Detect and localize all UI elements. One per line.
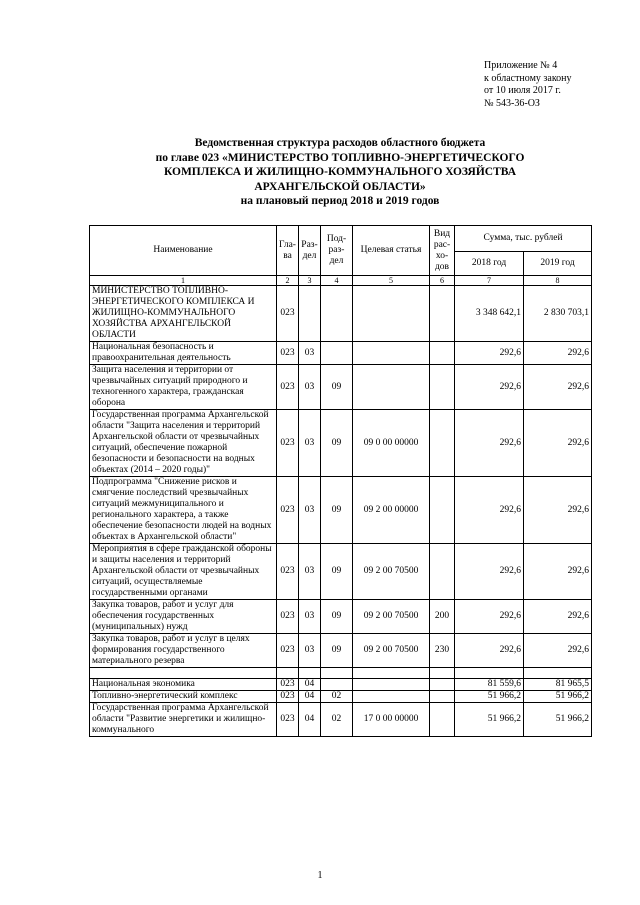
spacer-cell (321, 668, 353, 679)
cell-razdel (299, 286, 321, 342)
document-title (90, 136, 590, 209)
cell-name: Подпрограмма "Снижение рисков и смягчение последствий чрезвычайных ситуаций межмуниципального и регионального характера, а также обеспечение безопасности людей на водных объектах в Архангельской области" (90, 477, 277, 544)
cell-razdel: 03 (299, 365, 321, 410)
cell-2019: 51 966,2 (524, 691, 592, 703)
cell-statya: 09 2 00 70500 (353, 600, 430, 634)
cell-razdel: 03 (299, 634, 321, 668)
spacer-cell (299, 668, 321, 679)
cell-name: Топливно-энергетический комплекс (90, 691, 277, 703)
cell-vid: 200 (430, 600, 455, 634)
spacer-cell (277, 668, 299, 679)
cell-vid: 230 (430, 634, 455, 668)
cell-glava: 023 (277, 600, 299, 634)
cell-statya (353, 679, 430, 691)
column-number: 4 (321, 276, 353, 286)
annex-header (484, 60, 572, 110)
cell-glava: 023 (277, 703, 299, 737)
cell-razdel: 04 (299, 679, 321, 691)
cell-2018: 292,6 (455, 410, 524, 477)
cell-statya: 09 2 00 00000 (353, 477, 430, 544)
header-vid: Вид рас-хо-дов (430, 226, 455, 276)
table-row (90, 679, 592, 691)
cell-razdel: 03 (299, 342, 321, 365)
spacer-cell (90, 668, 277, 679)
header-2019: 2019 год (524, 252, 592, 276)
cell-podrazdel: 09 (321, 634, 353, 668)
cell-2019: 292,6 (524, 342, 592, 365)
cell-2018: 51 966,2 (455, 691, 524, 703)
cell-2019: 81 965,5 (524, 679, 592, 691)
cell-statya (353, 342, 430, 365)
annex-line: от 10 июля 2017 г. (484, 85, 561, 96)
cell-glava: 023 (277, 679, 299, 691)
cell-vid (430, 286, 455, 342)
cell-2019: 292,6 (524, 477, 592, 544)
cell-podrazdel: 09 (321, 410, 353, 477)
title-line: Ведомственная структура расходов областного бюджета (194, 137, 486, 149)
cell-podrazdel (321, 679, 353, 691)
cell-podrazdel: 09 (321, 544, 353, 600)
cell-podrazdel (321, 286, 353, 342)
title-line: КОМПЛЕКСА И ЖИЛИЩНО-КОММУНАЛЬНОГО ХОЗЯЙСТВА (163, 166, 517, 178)
cell-glava: 023 (277, 410, 299, 477)
table-row (90, 634, 592, 668)
table-row (90, 286, 592, 342)
column-number: 8 (524, 276, 592, 286)
cell-vid (430, 365, 455, 410)
column-numbers-row (90, 276, 592, 286)
cell-glava: 023 (277, 365, 299, 410)
cell-name: Закупка товаров, работ и услуг в целях формирования государственного материального резерва (90, 634, 277, 668)
page-number: 1 (317, 870, 323, 881)
title-line: на плановый период 2018 и 2019 годов (240, 195, 440, 207)
cell-razdel: 03 (299, 477, 321, 544)
cell-name: Государственная программа Архангельской области "Развитие энергетики и жилищно-коммунального (90, 703, 277, 737)
table-row (90, 600, 592, 634)
table-row (90, 410, 592, 477)
cell-statya: 09 2 00 70500 (353, 634, 430, 668)
cell-2018: 81 559,6 (455, 679, 524, 691)
cell-2018: 292,6 (455, 634, 524, 668)
spacer-cell (455, 668, 524, 679)
cell-name: Национальная экономика (90, 679, 277, 691)
cell-2019: 292,6 (524, 544, 592, 600)
cell-name: Государственная программа Архангельской области "Защита населения и территорий Архангельской области от чрезвычайных ситуаций, обеспечение пожарной безопасности и безопасности на водных объектах (2014 – 2020 годы)" (90, 410, 277, 477)
column-number: 2 (277, 276, 299, 286)
column-number: 7 (455, 276, 524, 286)
budget-table (89, 225, 592, 737)
cell-razdel: 04 (299, 691, 321, 703)
cell-podrazdel: 09 (321, 477, 353, 544)
title-line: по главе 023 «МИНИСТЕРСТВО ТОПЛИВНО-ЭНЕРГЕТИЧЕСКОГО (155, 151, 525, 164)
cell-statya (353, 286, 430, 342)
cell-2018: 3 348 642,1 (455, 286, 524, 342)
cell-vid (430, 342, 455, 365)
column-number: 1 (90, 276, 277, 286)
column-number: 3 (299, 276, 321, 286)
table-row (90, 365, 592, 410)
cell-2019: 292,6 (524, 365, 592, 410)
header-glava: Гла-ва (277, 226, 299, 276)
cell-razdel: 03 (299, 600, 321, 634)
cell-glava: 023 (277, 477, 299, 544)
cell-name: Национальная безопасность и правоохранительная деятельность (90, 342, 277, 365)
cell-podrazdel: 09 (321, 600, 353, 634)
spacer-cell (430, 668, 455, 679)
cell-razdel: 03 (299, 410, 321, 477)
table-row (90, 703, 592, 737)
table-row (90, 477, 592, 544)
spacer-row (90, 668, 592, 679)
cell-vid (430, 544, 455, 600)
title-line: АРХАНГЕЛЬСКОЙ ОБЛАСТИ» (254, 180, 426, 193)
cell-glava: 023 (277, 691, 299, 703)
table-body (90, 286, 592, 737)
cell-2018: 292,6 (455, 342, 524, 365)
annex-line: Приложение № 4 (484, 60, 558, 71)
cell-2019: 51 966,2 (524, 703, 592, 737)
spacer-cell (524, 668, 592, 679)
cell-podrazdel: 02 (321, 703, 353, 737)
cell-vid (430, 477, 455, 544)
cell-name: Мероприятия в сфере гражданской обороны и защиты населения и территорий Архангельской области от чрезвычайных ситуаций, осуществляемые государственными органами (90, 544, 277, 600)
cell-2019: 292,6 (524, 600, 592, 634)
cell-vid (430, 679, 455, 691)
cell-statya (353, 691, 430, 703)
table-row (90, 342, 592, 365)
cell-podrazdel: 09 (321, 365, 353, 410)
cell-vid (430, 703, 455, 737)
header-razdel: Раз-дел (299, 226, 321, 276)
cell-2018: 292,6 (455, 600, 524, 634)
table-row (90, 691, 592, 703)
table-row (90, 544, 592, 600)
cell-podrazdel (321, 342, 353, 365)
cell-2018: 292,6 (455, 477, 524, 544)
cell-glava: 023 (277, 342, 299, 365)
cell-2019: 292,6 (524, 634, 592, 668)
header-statya: Целевая статья (353, 226, 430, 276)
cell-2018: 292,6 (455, 365, 524, 410)
column-number: 6 (430, 276, 455, 286)
cell-razdel: 03 (299, 544, 321, 600)
header-podrazdel: Под-раз-дел (321, 226, 353, 276)
cell-statya: 09 0 00 00000 (353, 410, 430, 477)
cell-name: Защита населения и территории от чрезвычайных ситуаций природного и техногенного характера, гражданская оборона (90, 365, 277, 410)
header-sum: Сумма, тыс. рублей (455, 226, 592, 252)
cell-2019: 292,6 (524, 410, 592, 477)
cell-vid (430, 691, 455, 703)
cell-podrazdel: 02 (321, 691, 353, 703)
cell-name: Закупка товаров, работ и услуг для обеспечения государственных (муниципальных) нужд (90, 600, 277, 634)
annex-line: к областному закону (484, 72, 572, 84)
cell-statya: 17 0 00 00000 (353, 703, 430, 737)
annex-line: № 543-36-ОЗ (484, 97, 540, 109)
cell-statya: 09 2 00 70500 (353, 544, 430, 600)
cell-2018: 292,6 (455, 544, 524, 600)
cell-statya (353, 365, 430, 410)
cell-razdel: 04 (299, 703, 321, 737)
cell-name: МИНИСТЕРСТВО ТОПЛИВНО-ЭНЕРГЕТИЧЕСКОГО КОМПЛЕКСА И ЖИЛИЩНО-КОММУНАЛЬНОГО ХОЗЯЙСТВА АРХАНГЕЛЬСКОЙ ОБЛАСТИ (90, 286, 277, 342)
cell-glava: 023 (277, 544, 299, 600)
cell-2018: 51 966,2 (455, 703, 524, 737)
cell-2019: 2 830 703,1 (524, 286, 592, 342)
cell-glava: 023 (277, 634, 299, 668)
header-2018: 2018 год (455, 252, 524, 276)
column-number: 5 (353, 276, 430, 286)
cell-vid (430, 410, 455, 477)
cell-glava: 023 (277, 286, 299, 342)
header-name: Наименование (90, 226, 277, 276)
spacer-cell (353, 668, 430, 679)
